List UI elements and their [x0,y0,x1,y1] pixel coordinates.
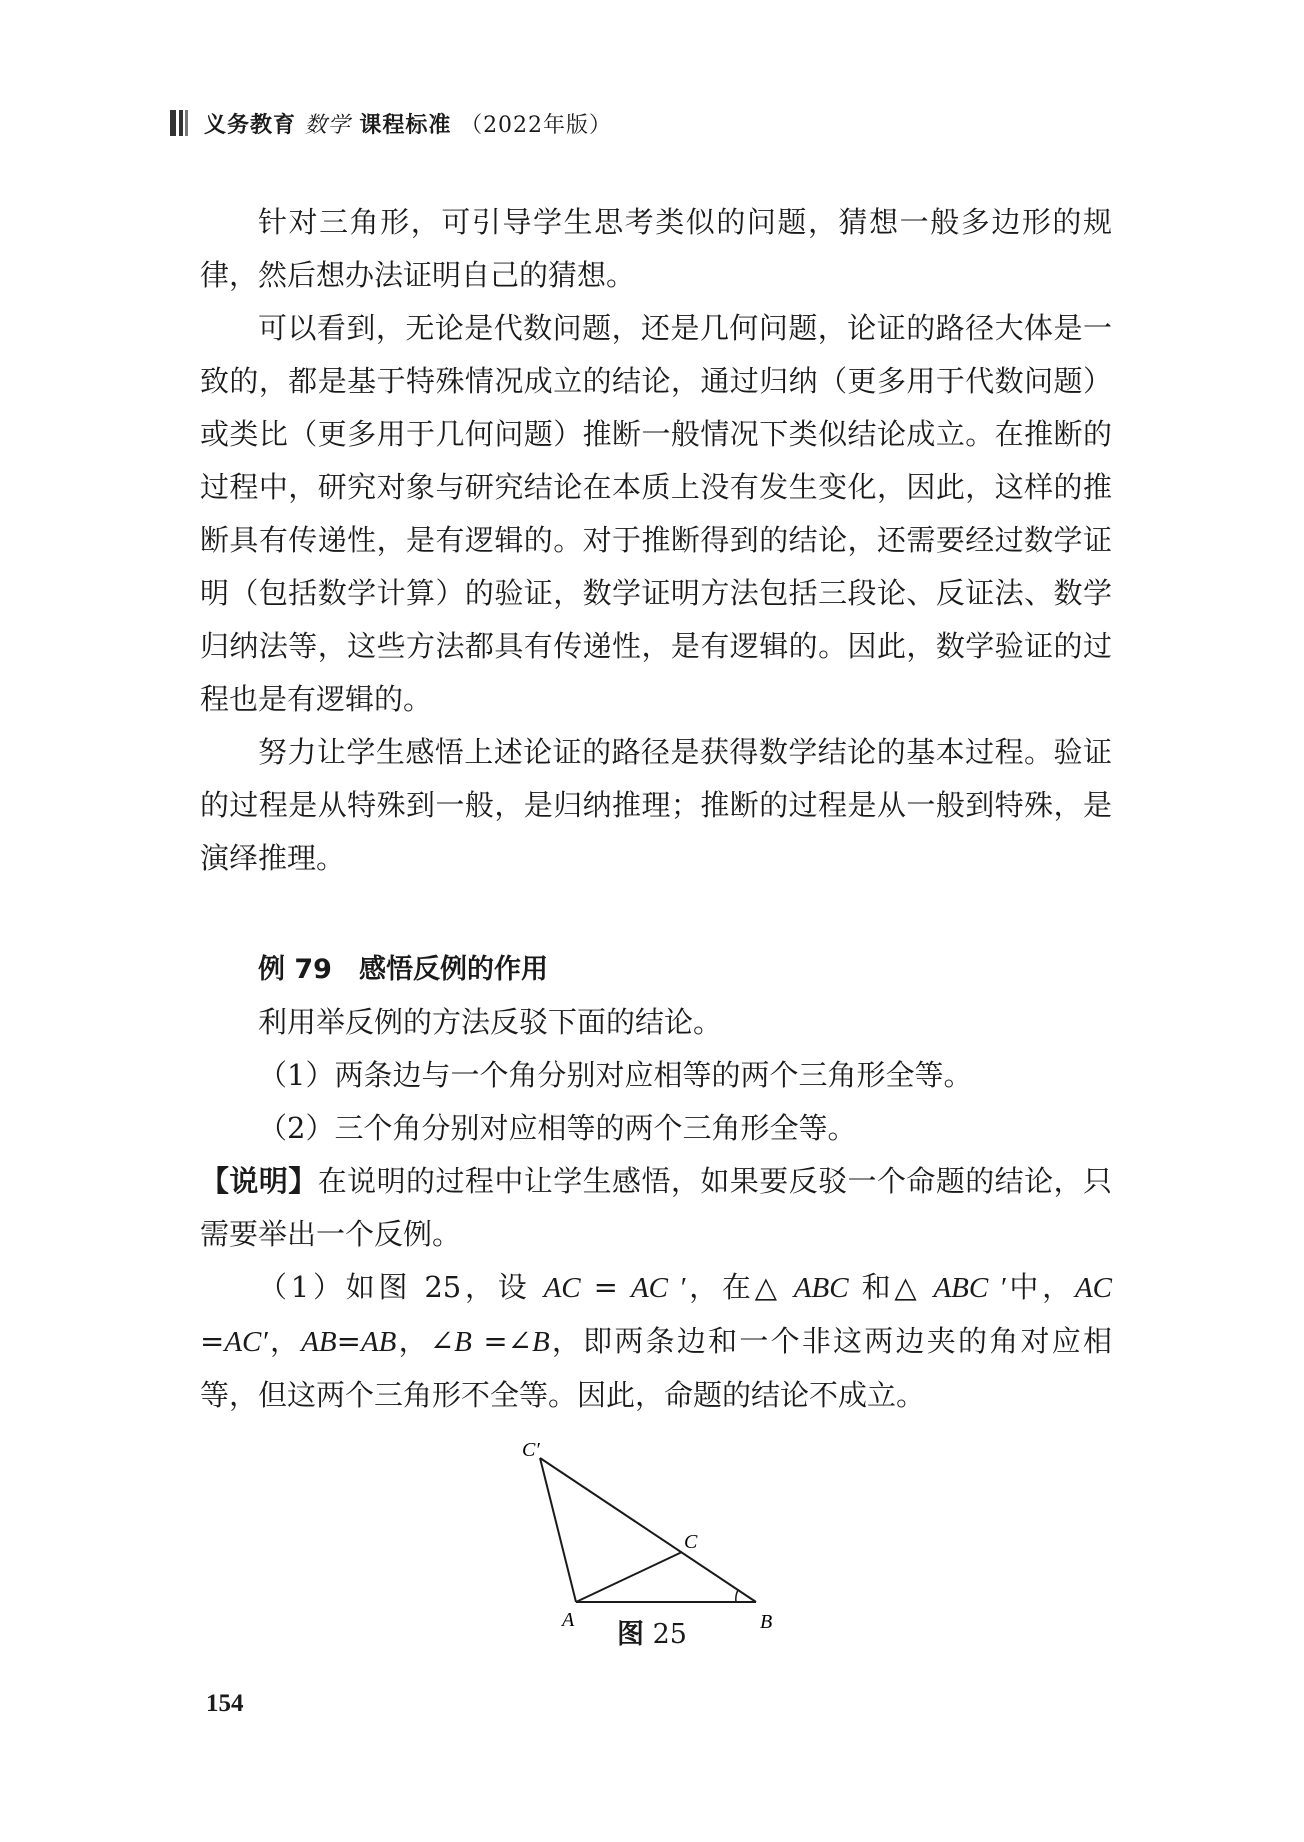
math-B: B [454,1326,472,1358]
header-part-1: 义务教育 [204,111,297,138]
explain-text: （1）如图 25，设 [258,1270,544,1304]
example-item-2: （2）三个角分别对应相等的两个三角形全等。 [258,1111,857,1145]
page-number: 154 [206,1690,244,1717]
math-ACprime: AC ′ [630,1272,686,1304]
header-bars-icon [170,110,192,136]
segment-Cprime-B [540,1458,756,1602]
header-title [204,108,612,139]
explain-text: = [580,1270,631,1304]
explain-text: ，在△ [685,1270,794,1304]
explain-text: ，∠ [396,1324,455,1358]
math-B: B [531,1326,550,1358]
math-AC: AC [543,1272,581,1304]
math-AC: AC [1074,1272,1112,1304]
figure-caption [0,1612,1304,1651]
math-AB: AB [360,1326,397,1358]
caption-prefix: 图 [617,1619,645,1650]
explain-text: 中， [1005,1270,1075,1304]
label-A: A [562,1609,575,1630]
example-note [200,1155,1112,1261]
explain-text: ，即两条边和一个非这两边夹的角对应相等，但这两个三角形不全等。因此，命题的结论不成立。 [200,1324,1112,1412]
header-part-3: 课程标准 [359,111,452,138]
angle-B-arc [736,1590,738,1602]
header-part-2: 数学 [304,112,351,138]
math-ABC: ABC [793,1272,849,1304]
triangle-figure [500,1430,820,1630]
page-body [200,196,1112,1422]
example-item-1: （1）两条边与一个角分别对应相等的两个三角形全等。 [258,1058,973,1092]
explain-text: = [200,1324,225,1358]
running-header [170,108,612,138]
label-Cprime: C′ [522,1439,540,1461]
paragraph-1: 针对三角形，可引导学生思考类似的问题，猜想一般多边形的规律，然后想办法证明自己的猜想。 [200,205,1112,292]
caption-number: 25 [652,1619,687,1650]
label-C: C [684,1531,698,1553]
explain-text: = [336,1324,361,1358]
example-task: 利用举反例的方法反驳下面的结论。 [258,1005,723,1039]
paragraph-3: 努力让学生感悟上述论证的路径是获得数学结论的基本过程。验证的过程是从特殊到一般，是归纳推理；推断的过程是从一般到特殊，是演绎推理。 [200,735,1112,875]
paragraph-2: 可以看到，无论是代数问题，还是几何问题，论证的路径大体是一致的，都是基于特殊情况成立的结论，通过归纳（更多用于代数问题）或类比（更多用于几何问题）推断一般情况下类似结论成立。在推断的过程中，研究对象与研究结论在本质上没有发生变化，因此，这样的推断具有传递性，是有逻辑的。对于推断得到的结论，还需要经过数学证明（包括数学计算）的验证，数学证明方法包括三段论、反证法、数学归纳法等，这些方法都具有传递性，是有逻辑的。因此，数学验证的过程也是有逻辑的。 [200,311,1112,716]
explain-text: ， [267,1324,302,1358]
explain-text: =∠ [471,1324,532,1358]
math-AB: AB [301,1326,337,1358]
example-title: 例 79 感悟反例的作用 [258,954,548,985]
math-ABCprime: ABC ′ [933,1272,1006,1304]
note-text: 在说明的过程中让学生感悟，如果要反驳一个命题的结论，只需要举出一个反例。 [200,1164,1112,1251]
header-part-4: （2022年版） [460,112,613,138]
label-B: B [760,1611,773,1630]
math-ACprime: AC′ [224,1326,268,1358]
explain-text: 和△ [848,1270,934,1304]
note-tag: 【说明】 [200,1164,318,1198]
segment-A-C [576,1552,682,1602]
example-explanation [200,1261,1112,1422]
